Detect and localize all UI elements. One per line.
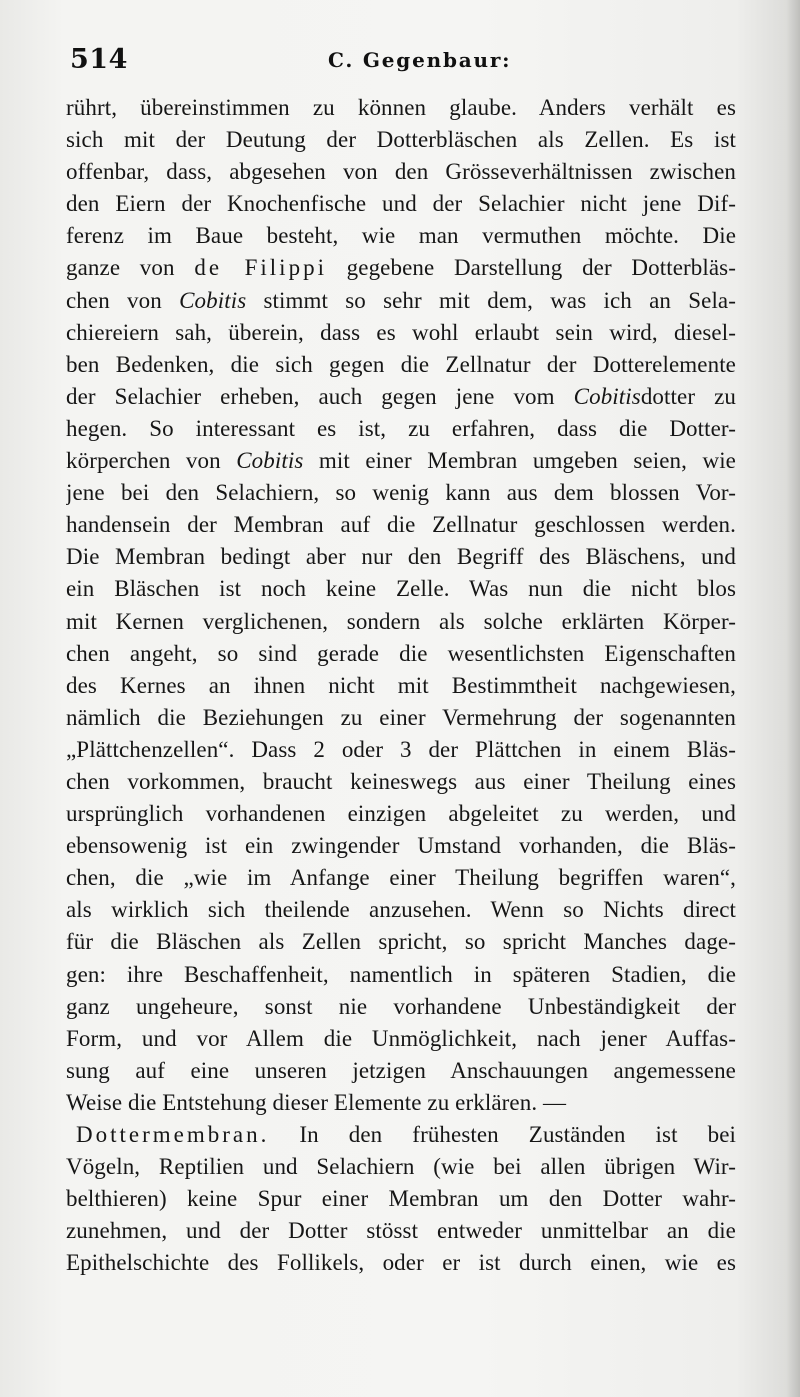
text-line: Weise die Entstehung dieser Elemente zu erklären. —: [66, 1089, 567, 1115]
text-line: chen angeht, so sind gerade die wesentlichsten Eigenschaften: [66, 640, 736, 666]
page-header: [70, 44, 730, 80]
text-line: handensein der Membran auf die Zellnatur geschlossen werden.: [66, 512, 736, 538]
text-line: mit Kernen verglichenen, sondern als solche erklärten Körper-: [66, 608, 736, 634]
text-line: rührt, übereinstimmen zu können glaube. Anders verhält es: [66, 95, 736, 120]
text-line: des Kernes an ihnen nicht mit Bestimmtheit nachgewiesen,: [66, 672, 736, 698]
text-line: den Eiern der Knochenfische und der Selachier nicht jene Dif-: [66, 191, 736, 217]
text-line: chen, die „wie im Anfange einer Theilung begriffen waren“,: [66, 865, 736, 891]
text-line: als wirklich sich theilende anzusehen. Wenn so Nichts direct: [66, 897, 736, 923]
text-line: für die Bläschen als Zellen spricht, so spricht Manches dage-: [66, 929, 736, 955]
text-line: der Selachier erheben, auch gegen jene vom Cobitisdotter zu: [66, 383, 736, 409]
page-number: 514: [70, 44, 128, 75]
text-line: belthieren) keine Spur einer Membran um den Dotter wahr-: [66, 1186, 736, 1212]
text-line: offenbar, dass, abgesehen von den Grösseverhältnissen zwischen: [66, 159, 736, 185]
body-text: [66, 92, 736, 1279]
text-line: jene bei den Selachiern, so wenig kann aus dem blossen Vor-: [66, 480, 736, 506]
text-line: chen vorkommen, braucht keineswegs aus einer Theilung eines: [66, 768, 736, 794]
text-line: sich mit der Deutung der Dotterbläschen als Zellen. Es ist: [66, 127, 736, 153]
text-line: Epithelschichte des Follikels, oder er ist durch einen, wie es: [66, 1250, 736, 1276]
text-line: Die Membran bedingt aber nur den Begriff des Bläschens, und: [66, 544, 736, 570]
text-line: sung auf eine unseren jetzigen Anschauungen angemessene: [66, 1057, 736, 1083]
section-heading-line: Dottermembran. In den frühesten Zuständen ist bei: [76, 1122, 736, 1147]
text-line: gen: ihre Beschaffenheit, namentlich in späteren Stadien, die: [66, 961, 736, 987]
text-line: „Plättchenzellen“. Dass 2 oder 3 der Plättchen in einem Bläs-: [66, 736, 736, 762]
text-line: Form, und vor Allem die Unmöglichkeit, nach jener Auffas-: [66, 1025, 736, 1051]
text-line: chiereiern sah, überein, dass es wohl erlaubt sein wird, diesel-: [66, 319, 736, 345]
text-line: hegen. So interessant es ist, zu erfahren, dass die Dotter-: [66, 415, 736, 441]
text-line: ganz ungeheure, sonst nie vorhandene Unbeständigkeit der: [66, 993, 736, 1019]
page-edge-shadow: [786, 0, 800, 1397]
text-line: ferenz im Baue besteht, wie man vermuthen möchte. Die: [66, 223, 736, 249]
text-line: körperchen von Cobitis mit einer Membran umgeben seien, wie: [66, 448, 736, 474]
text-line: ursprünglich vorhandenen einzigen abgeleitet zu werden, und: [66, 801, 736, 827]
text-line: zunehmen, und der Dotter stösst entweder unmittelbar an die: [66, 1218, 736, 1244]
text-line: ein Bläschen ist noch keine Zelle. Was nun die nicht blos: [66, 576, 736, 602]
text-line: ganze von de Filippi gegebene Darstellung der Dotterbläs-: [66, 255, 736, 281]
text-line: nämlich die Beziehungen zu einer Vermehrung der sogenannten: [66, 704, 736, 730]
text-line: Vögeln, Reptilien und Selachiern (wie bei allen übrigen Wir-: [66, 1154, 736, 1180]
text-line: ben Bedenken, die sich gegen die Zellnatur der Dotterelemente: [66, 351, 736, 377]
text-line: ebensowenig ist ein zwingender Umstand vorhanden, die Bläs-: [66, 833, 736, 859]
text-line: chen von Cobitis stimmt so sehr mit dem, was ich an Sela-: [66, 287, 736, 313]
running-head: C. Gegenbaur:: [328, 48, 512, 72]
